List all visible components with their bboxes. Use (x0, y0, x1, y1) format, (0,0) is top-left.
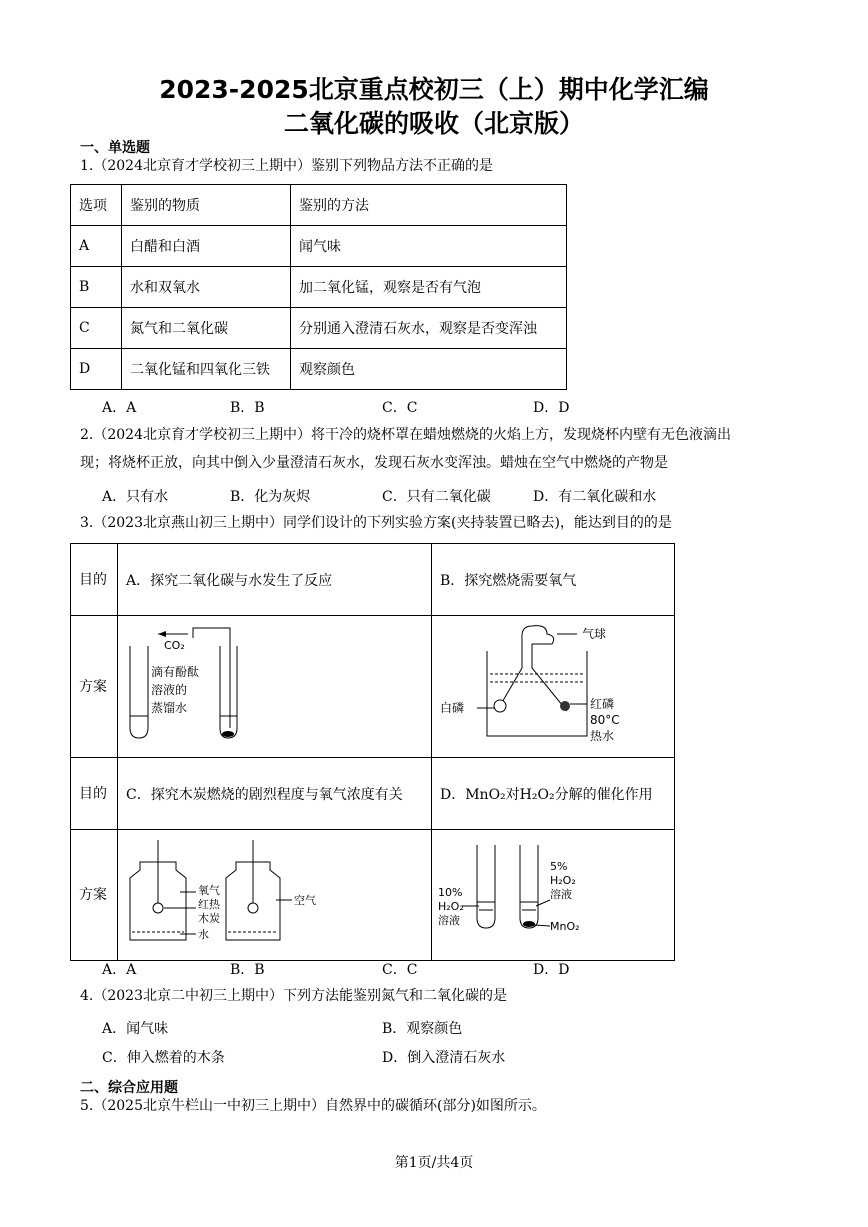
label-plan: 方案 (71, 616, 118, 758)
q1-stem: 1.（2024北京育才学校初三上期中）鉴别下列物品方法不正确的是 (80, 158, 493, 174)
table-cell: 二氧化锰和四氧化三铁 (122, 349, 291, 390)
goal-a: A．探究二氧化碳与水发生了反应 (118, 544, 432, 616)
option-a[interactable]: A．A (102, 400, 137, 416)
goal-d: D．MnO₂对H₂O₂分解的催化作用 (432, 758, 675, 830)
section-comprehensive: 二、综合应用题 (80, 1080, 178, 1096)
charcoal (248, 903, 258, 913)
label-text: 空气 (294, 894, 316, 907)
label-text: 气球 (582, 627, 607, 641)
table-cell: 加二氧化锰，观察是否有气泡 (291, 267, 567, 308)
label-goal: 目的 (71, 758, 118, 830)
label-text: 10% (438, 886, 463, 899)
table-header: 鉴别的方法 (291, 185, 567, 226)
option-d[interactable]: D．D (533, 400, 570, 416)
table-header: 选项 (71, 185, 122, 226)
figure-b-cell (432, 616, 675, 758)
charcoal (153, 903, 163, 913)
table-cell: A (71, 226, 122, 267)
mno2-powder (523, 921, 535, 927)
label-text: 溶液 (438, 914, 460, 927)
option-b[interactable]: B．化为灰烬 (230, 489, 311, 505)
label-text: H₂O₂ (550, 874, 576, 887)
option-a[interactable]: A．闻气味 (102, 1021, 169, 1037)
beaker (487, 651, 587, 736)
table-row (71, 308, 567, 349)
option-c[interactable]: C．C (382, 400, 418, 416)
goal-c: C．探究木炭燃烧的剧烈程度与氧气浓度有关 (118, 758, 432, 830)
table-cell: 闻气味 (291, 226, 567, 267)
table-row (71, 267, 567, 308)
label-plan: 方案 (71, 830, 118, 961)
white-phosphorus (494, 700, 506, 712)
label-text: 红热 (198, 898, 220, 911)
option-a[interactable]: A．只有水 (102, 489, 169, 505)
goal-b: B．探究燃烧需要氧气 (432, 544, 675, 616)
doc-title-line2: 二氧化碳的吸收（北京版） (283, 109, 584, 138)
balloon (522, 626, 554, 644)
label-text: 氧气 (198, 884, 220, 897)
test-tube-left (477, 845, 495, 928)
label-text: 溶液的 (151, 683, 188, 697)
label-text: H₂O₂ (438, 900, 464, 913)
table-row (71, 830, 675, 961)
q2-stem-line2: 现；将烧杯正放，向其中倒入少量澄清石灰水，发现石灰水变浑浊。蜡烛在空气中燃烧的产物是 (80, 455, 668, 471)
label-text: 白磷 (440, 701, 465, 715)
option-c[interactable]: C．C (382, 962, 418, 978)
q2-stem-line1: 2.（2024北京育才学校初三上期中）将干冷的烧杯罩在蜡烛燃烧的火焰上方，发现烧杯内壁有无色液滴出 (80, 427, 731, 443)
option-d[interactable]: D．D (533, 962, 570, 978)
table-cell: B (71, 267, 122, 308)
sediment (222, 731, 234, 737)
table-cell: 氮气和二氧化碳 (122, 308, 291, 349)
figure-a-cell (118, 616, 432, 758)
label-text: 蒸馏水 (151, 701, 188, 715)
label-text: 木炭 (198, 912, 220, 925)
table-cell: C (71, 308, 122, 349)
label-text: 水 (198, 928, 209, 941)
option-d[interactable]: D．倒入澄清石灰水 (382, 1050, 506, 1066)
table-cell: D (71, 349, 122, 390)
red-phosphorus (560, 701, 570, 711)
doc-title-line1: 2023-2025北京重点校初三（上）期中化学汇编 (159, 75, 709, 104)
figure-a-test-tubes (118, 616, 428, 753)
q3-stem: 3.（2023北京燕山初三上期中）同学们设计的下列实验方案(夹持装置已略去)，能达到目的的是 (80, 515, 672, 531)
option-b[interactable]: B．B (230, 962, 265, 978)
label-text: 80°C (590, 713, 620, 727)
label-text: 热水 (590, 729, 615, 743)
label-text: 5% (550, 860, 568, 873)
label-goal: 目的 (71, 544, 118, 616)
label-text: MnO₂ (550, 920, 580, 933)
test-tube-right (520, 845, 538, 928)
arrow-head (158, 631, 166, 637)
label-co2: CO₂ (164, 639, 185, 652)
page-footer: 第1页/共4页 (394, 1155, 474, 1171)
option-b[interactable]: B．观察颜色 (382, 1021, 463, 1037)
option-c[interactable]: C．只有二氧化碳 (382, 489, 491, 505)
q3-table (70, 543, 675, 961)
table-row (71, 226, 567, 267)
table-row (71, 616, 675, 758)
table-cell: 水和双氧水 (122, 267, 291, 308)
figure-c-cell (118, 830, 432, 961)
q5-stem: 5.（2025北京牛栏山一中初三上期中）自然界中的碳循环(部分)如图所示。 (80, 1098, 546, 1114)
figure-d-test-tubes (432, 830, 672, 956)
table-cell: 分别通入澄清石灰水，观察是否变浑浊 (291, 308, 567, 349)
label-text: 红磷 (590, 697, 615, 711)
option-d[interactable]: D．有二氧化碳和水 (533, 489, 657, 505)
leader-line (534, 925, 550, 926)
table-row (71, 185, 567, 226)
figure-d-cell (432, 830, 675, 961)
table-row (71, 758, 675, 830)
test-tube-right (220, 646, 237, 738)
q4-stem: 4.（2023北京二中初三上期中）下列方法能鉴别氮气和二氧化碳的是 (80, 988, 507, 1004)
label-text: 溶液 (550, 888, 572, 901)
label-text: 滴有酚酞 (151, 665, 200, 679)
q1-table (70, 184, 567, 390)
table-header: 鉴别的物质 (122, 185, 291, 226)
table-cell: 观察颜色 (291, 349, 567, 390)
option-c[interactable]: C．伸入燃着的木条 (102, 1050, 225, 1066)
q2-stem (80, 421, 820, 477)
table-row (71, 349, 567, 390)
test-tube-left (130, 646, 148, 738)
option-b[interactable]: B．B (230, 400, 265, 416)
table-cell: 白醋和白酒 (122, 226, 291, 267)
section-single-choice: 一、单选题 (80, 140, 150, 156)
table-row (71, 544, 675, 616)
figure-b-beaker (432, 616, 672, 753)
option-a[interactable]: A．A (102, 962, 137, 978)
figure-c-bottles (118, 830, 428, 956)
